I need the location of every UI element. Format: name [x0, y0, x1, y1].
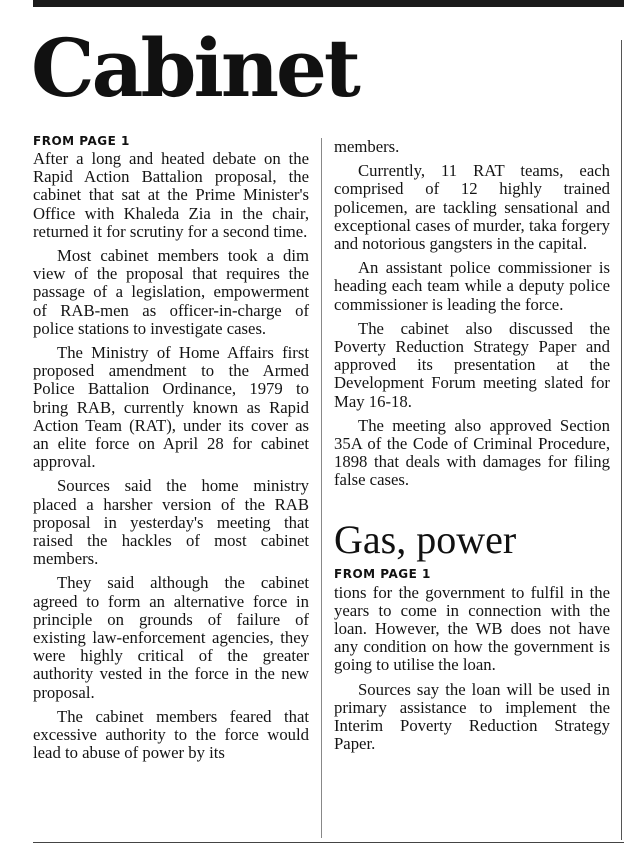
- article-paragraph: The meeting also approved Section 35A of the Code of Criminal Procedure, 1898 that deals with damages for filing false cases.: [334, 415, 610, 490]
- main-story-kicker: FROM PAGE 1: [33, 134, 130, 148]
- article-paragraph: The Ministry of Home Affairs first proposed amendment to the Armed Police Battalion Ordinance, 1979 to bring RAB, currently known as Rapid Action Team (RAT), under its cover as an elite force on April 28 for cabinet approval.: [33, 343, 309, 472]
- page-edge-rule: [621, 40, 622, 840]
- top-rule: [33, 0, 624, 7]
- article-paragraph: The cabinet also discussed the Poverty Reduction Strategy Paper and approved its presentation at the Development Forum meeting slated for May 16-18.: [334, 318, 610, 411]
- column-divider: [321, 138, 322, 838]
- article-paragraph: Most cabinet members took a dim view of the proposal that requires the passage of a legislation, empowerment of RAB-men as officer-in-charge of police stations to investigate cases.: [33, 246, 309, 338]
- article-paragraph: Currently, 11 RAT teams, each comprised of 12 highly trained policemen, are tackling sensational and exceptional cases of murder, taka forgery and notorious gangsters in the capital.: [334, 161, 610, 254]
- second-story-kicker: FROM PAGE 1: [334, 566, 431, 581]
- article-paragraph: members.: [334, 137, 400, 156]
- article-paragraph: Sources said the home ministry placed a harsher version of the RAB proposal in yesterday's meeting that raised the hackles of most cabinet members.: [33, 476, 309, 569]
- article-paragraph: tions for the government to fulfil in the years to come in connection with the loan. However, the WB does not have any condition on how the government is going to utilise the loan.: [334, 582, 610, 675]
- article-paragraph: After a long and heated debate on the Rapid Action Battalion proposal, the cabinet that sat at the Prime Minister's Office with Khaleda Zia in the chair, returned it for scrutiny for a second time.: [33, 149, 309, 241]
- second-headline: Gas, power: [334, 516, 517, 562]
- bottom-rule: [33, 842, 624, 843]
- article-paragraph: They said although the cabinet agreed to form an alternative force in principle on grounds of failure of existing law-enforcement agencies, they were highly critical of the greater authority vested in the force in the new proposal.: [33, 573, 309, 702]
- right-column: [334, 138, 610, 759]
- article-paragraph: The cabinet members feared that excessive authority to the force would lead to abuse of power by its: [33, 706, 309, 763]
- article-paragraph: An assistant police commissioner is heading each team while a deputy police commissioner is leading the force.: [334, 258, 610, 314]
- main-headline: Cabinet: [31, 21, 358, 115]
- left-column: [33, 133, 309, 769]
- article-paragraph: Sources say the loan will be used in primary assistance to implement the Interim Poverty Reduction Strategy Paper.: [334, 679, 610, 754]
